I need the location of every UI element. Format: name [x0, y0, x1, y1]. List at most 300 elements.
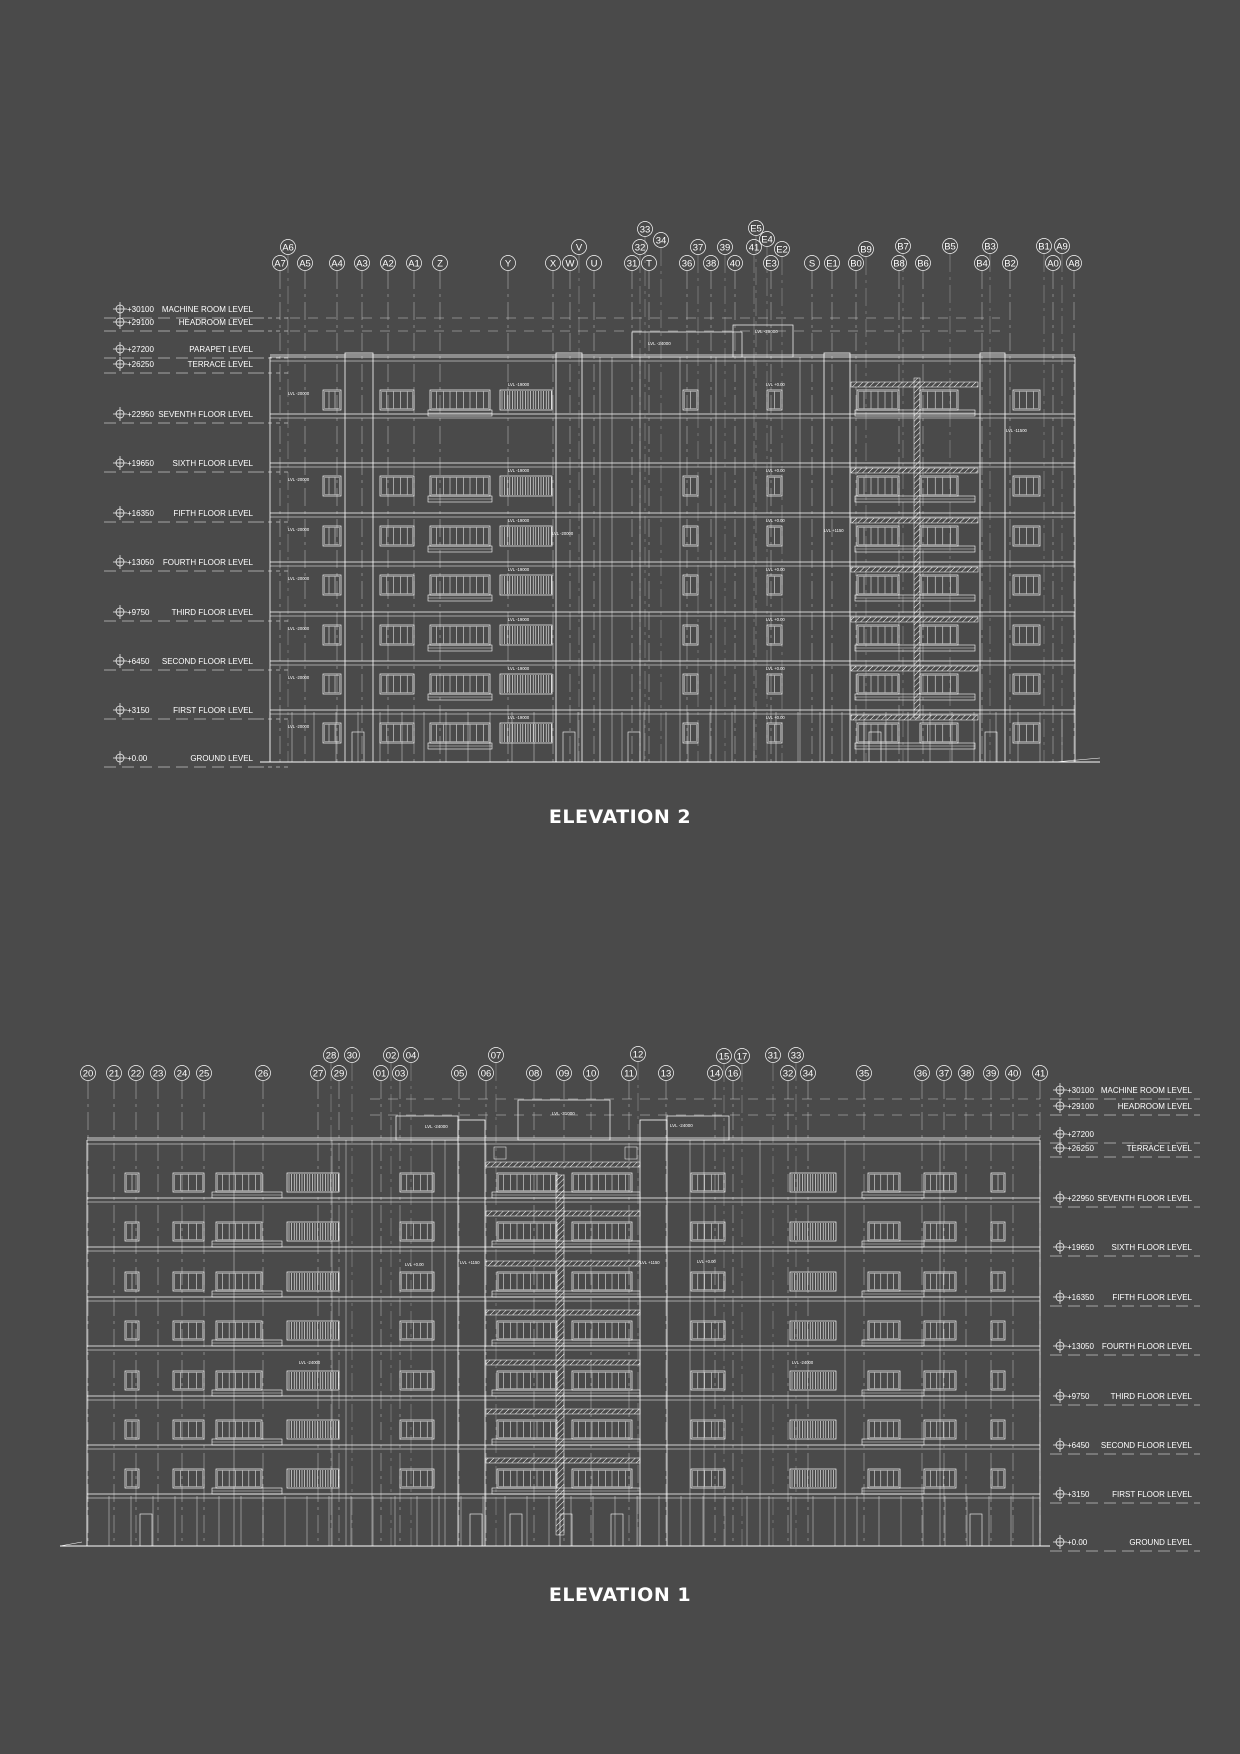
- balcony-rail: [862, 1291, 924, 1297]
- grid-bubble: [1046, 256, 1061, 271]
- balcony-rail: [492, 1390, 640, 1396]
- window-frame: [430, 476, 490, 496]
- grid-bubble: [151, 1066, 166, 1081]
- window: [1013, 390, 1040, 410]
- grid-bubble: [355, 256, 370, 271]
- grid-bubble-label: B5: [944, 241, 956, 253]
- level-name: HEADROOM LEVEL: [1117, 1102, 1192, 1111]
- window: [683, 674, 698, 694]
- level-marker-icon: [1053, 1535, 1067, 1549]
- annotation: LVL -29000: [755, 329, 778, 334]
- grid-bubble: [805, 256, 820, 271]
- window-inner: [693, 1422, 724, 1438]
- grille-frame: [287, 1371, 339, 1390]
- level-value: +26250: [127, 360, 154, 369]
- window-inner: [693, 1224, 724, 1240]
- window: [497, 1222, 557, 1241]
- window-frame: [400, 1420, 434, 1439]
- level-name: PARAPET LEVEL: [189, 345, 253, 354]
- grid-bubble: [937, 1066, 952, 1081]
- window: [380, 476, 414, 496]
- window-inner: [693, 1323, 724, 1339]
- grid-bubble: [849, 256, 864, 271]
- window: [991, 1420, 1005, 1439]
- window: [497, 1173, 557, 1192]
- grid-bubble: [659, 1066, 674, 1081]
- grid-bubble-label: 37: [692, 242, 704, 254]
- grid-bubble: [718, 240, 733, 255]
- grid-bubble-label: B3: [984, 241, 996, 253]
- window: [173, 1173, 204, 1192]
- window-frame: [572, 1173, 632, 1192]
- window: [173, 1420, 204, 1439]
- louver-grille: [790, 1222, 836, 1241]
- line: [1055, 758, 1100, 762]
- grille-frame: [287, 1321, 339, 1340]
- window-frame: [430, 625, 490, 645]
- door: [985, 732, 997, 762]
- annotation: LVL -20000: [288, 675, 310, 680]
- grid-bubble-label: 30: [346, 1050, 358, 1062]
- balcony-rail: [212, 1291, 282, 1297]
- window-inner: [382, 478, 413, 495]
- window-frame: [920, 575, 958, 595]
- window: [173, 1469, 204, 1488]
- grid-bubble-label: 34: [655, 235, 667, 247]
- window-frame: [572, 1371, 632, 1390]
- window: [920, 575, 958, 595]
- window-inner: [382, 392, 413, 409]
- annotation: LVL -20000: [288, 527, 310, 532]
- grid-bubble-label: A9: [1056, 241, 1068, 253]
- window: [868, 1321, 900, 1340]
- grid-bubble-label: A8: [1068, 258, 1080, 270]
- grid-bubble: [704, 256, 719, 271]
- window: [1013, 476, 1040, 496]
- level-marker-icon: [1053, 1191, 1067, 1205]
- elevation-1-title: ELEVATION 1: [548, 1584, 692, 1606]
- window-inner: [574, 1373, 631, 1389]
- balcony-rail: [212, 1340, 282, 1346]
- grid-bubble: [983, 239, 998, 254]
- window: [430, 674, 490, 694]
- window: [216, 1420, 262, 1439]
- window: [691, 1173, 725, 1192]
- grid-bubble: [691, 240, 706, 255]
- grille-frame: [287, 1173, 339, 1192]
- louver-grille: [287, 1272, 339, 1291]
- window-frame: [868, 1371, 900, 1390]
- level-marker-icon: [1053, 1083, 1067, 1097]
- window: [1013, 723, 1040, 743]
- grid-bubble-label: 39: [985, 1068, 997, 1080]
- level-name: THIRD FLOOR LEVEL: [1110, 1392, 1192, 1401]
- grid-bubble: [384, 1048, 399, 1063]
- grid-bubble-label: 32: [634, 242, 646, 254]
- grid-bubble-label: 25: [198, 1068, 210, 1080]
- grid-bubble: [1003, 256, 1018, 271]
- window-inner: [922, 577, 957, 594]
- window-frame: [691, 1272, 725, 1291]
- level-marker-icon: [113, 302, 127, 316]
- window: [691, 1371, 725, 1390]
- balcony-rail: [212, 1241, 282, 1247]
- grid-bubble-label: 03: [394, 1068, 406, 1080]
- grid-bubble-label: A6: [282, 242, 294, 254]
- louver-grille: [790, 1420, 836, 1439]
- window-frame: [497, 1173, 557, 1192]
- level-name: TERRACE LEVEL: [187, 360, 253, 369]
- grid-bubble: [825, 256, 840, 271]
- window-inner: [574, 1471, 631, 1487]
- window-inner: [218, 1323, 261, 1339]
- window-inner: [499, 1274, 556, 1290]
- grid-bubble: [256, 1066, 271, 1081]
- door: [140, 1514, 152, 1546]
- window-inner: [574, 1224, 631, 1240]
- grid-bubble: [642, 256, 657, 271]
- window-inner: [870, 1471, 899, 1487]
- window-inner: [325, 528, 340, 545]
- level-name: MACHINE ROOM LEVEL: [161, 305, 253, 314]
- window-inner: [870, 1373, 899, 1389]
- grid-bubble-label: 08: [528, 1068, 540, 1080]
- level-value: +19650: [1067, 1243, 1094, 1252]
- grid-bubble: [625, 256, 640, 271]
- level-marker-icon: [1053, 1389, 1067, 1403]
- window-inner: [325, 725, 340, 742]
- balcony-rail: [492, 1241, 640, 1247]
- grid-bubble: [916, 256, 931, 271]
- door: [970, 1514, 982, 1546]
- annotation: LVL +0.00: [766, 617, 785, 622]
- balcony-rail: [428, 410, 492, 416]
- grid-bubble: [622, 1066, 637, 1081]
- window: [497, 1371, 557, 1390]
- grid-bubble: [1037, 239, 1052, 254]
- window: [572, 1469, 632, 1488]
- window-frame: [691, 1321, 725, 1340]
- level-marker-icon: [1053, 1099, 1067, 1113]
- window-frame: [400, 1173, 434, 1192]
- balcony-rail: [492, 1488, 640, 1494]
- balcony-rail: [428, 694, 492, 700]
- window-frame: [572, 1222, 632, 1241]
- grid-bubble: [859, 242, 874, 257]
- window: [991, 1321, 1005, 1340]
- door: [563, 732, 575, 762]
- annotation: LVL +1150: [460, 1260, 480, 1265]
- level-value: +16350: [1067, 1293, 1094, 1302]
- annotation: LVL -19000: [508, 715, 530, 720]
- window-frame: [323, 674, 341, 694]
- grid-bubble: [107, 1066, 122, 1081]
- window-frame: [572, 1272, 632, 1291]
- window: [1013, 625, 1040, 645]
- grid-bubble-label: 26: [257, 1068, 269, 1080]
- window: [857, 575, 899, 595]
- grid-bubble-label: Z: [437, 258, 443, 270]
- hatched-balcony: [486, 1162, 640, 1167]
- door: [510, 1514, 522, 1546]
- level-name: MACHINE ROOM LEVEL: [1100, 1086, 1192, 1095]
- grid-bubble-label: B9: [860, 244, 872, 256]
- level-marker-icon: [1053, 1290, 1067, 1304]
- window: [1013, 575, 1040, 595]
- window-frame: [691, 1173, 725, 1192]
- grid-bubble: [332, 1066, 347, 1081]
- level-name: SECOND FLOOR LEVEL: [1100, 1441, 1192, 1450]
- level-marker-icon: [113, 315, 127, 329]
- window-frame: [400, 1371, 434, 1390]
- louver-grille: [287, 1469, 339, 1488]
- level-name: SEVENTH FLOOR LEVEL: [1097, 1194, 1192, 1203]
- level-name: FIFTH FLOOR LEVEL: [173, 509, 253, 518]
- window-frame: [920, 674, 958, 694]
- window-inner: [325, 392, 340, 409]
- window-frame: [430, 575, 490, 595]
- window-inner: [870, 1323, 899, 1339]
- grid-bubble-label: 01: [375, 1068, 387, 1080]
- balcony-rail: [428, 595, 492, 601]
- window-frame: [868, 1321, 900, 1340]
- grid-bubble: [330, 256, 345, 271]
- grid-bubble: [735, 1049, 750, 1064]
- annotation: LVL -20000: [288, 576, 310, 581]
- window: [683, 390, 698, 410]
- annotation: LVL +0.00: [405, 1262, 424, 1267]
- level-value: +3150: [127, 706, 150, 715]
- window-inner: [382, 577, 413, 594]
- grid-bubble: [801, 1066, 816, 1081]
- grid-bubble-label: 40: [729, 258, 741, 270]
- balcony-rail: [492, 1291, 640, 1297]
- louver-grille: [287, 1173, 339, 1192]
- grid-bubble-label: 24: [176, 1068, 188, 1080]
- grid-bubble: [572, 240, 587, 255]
- window: [683, 575, 698, 595]
- grid-bubble-label: B7: [897, 241, 909, 253]
- balcony-rail: [492, 1340, 640, 1346]
- level-value: +6450: [127, 657, 150, 666]
- window: [380, 723, 414, 743]
- window: [216, 1272, 262, 1291]
- annotation: LVL -19000: [508, 468, 530, 473]
- window-frame: [216, 1420, 262, 1439]
- level-marker-icon: [113, 555, 127, 569]
- window: [125, 1321, 139, 1340]
- grid-bubble-label: 40: [1007, 1068, 1019, 1080]
- window: [691, 1272, 725, 1291]
- window-inner: [870, 1224, 899, 1240]
- hatched-column: [914, 378, 920, 718]
- window: [920, 625, 958, 645]
- grid-bubble: [1033, 1066, 1048, 1081]
- window: [572, 1371, 632, 1390]
- grid-bubble-label: 32: [782, 1068, 794, 1080]
- window-inner: [382, 676, 413, 693]
- level-marker-icon: [113, 703, 127, 717]
- window: [430, 526, 490, 546]
- window: [572, 1321, 632, 1340]
- window: [991, 1222, 1005, 1241]
- window: [400, 1272, 434, 1291]
- level-value: +27200: [1067, 1130, 1094, 1139]
- level-value: +30100: [127, 305, 154, 314]
- grid-bubble-label: 37: [938, 1068, 950, 1080]
- balcony-rail: [862, 1390, 924, 1396]
- elevation-2: [104, 221, 1100, 768]
- annotation: LVL -20000: [288, 477, 310, 482]
- window-frame: [400, 1469, 434, 1488]
- window-inner: [218, 1471, 261, 1487]
- balcony-rail: [428, 743, 492, 749]
- window: [323, 625, 341, 645]
- window-inner: [693, 1175, 724, 1191]
- louver-grille: [287, 1222, 339, 1241]
- window-frame: [868, 1222, 900, 1241]
- window-inner: [574, 1274, 631, 1290]
- grid-bubble: [197, 1066, 212, 1081]
- level-value: +6450: [1067, 1441, 1090, 1450]
- grid-bubble-label: 39: [719, 242, 731, 254]
- door: [470, 1514, 482, 1546]
- window: [125, 1222, 139, 1241]
- window: [920, 723, 958, 743]
- window: [691, 1420, 725, 1439]
- window: [767, 625, 782, 645]
- window: [868, 1272, 900, 1291]
- level-marker-icon: [1053, 1438, 1067, 1452]
- window-frame: [572, 1420, 632, 1439]
- window: [920, 476, 958, 496]
- level-name: SECOND FLOOR LEVEL: [161, 657, 253, 666]
- window: [857, 674, 899, 694]
- window-frame: [400, 1222, 434, 1241]
- window-frame: [920, 526, 958, 546]
- window-frame: [572, 1469, 632, 1488]
- machine-room: [667, 1116, 729, 1140]
- grid-bubble-label: B1: [1038, 241, 1050, 253]
- balcony-rail: [862, 1241, 924, 1247]
- grid-bubble-label: 35: [858, 1068, 870, 1080]
- grid-bubble-label: 04: [405, 1050, 417, 1062]
- level-name: SIXTH FLOOR LEVEL: [1111, 1243, 1192, 1252]
- window-frame: [380, 526, 414, 546]
- grid-bubble-label: 16: [727, 1068, 739, 1080]
- level-value: +13050: [1067, 1342, 1094, 1351]
- window: [572, 1272, 632, 1291]
- grid-bubble-label: A3: [356, 258, 368, 270]
- grid-bubble-label: 41: [748, 242, 760, 254]
- louver-grille: [790, 1173, 836, 1192]
- grid-bubble: [452, 1066, 467, 1081]
- grid-bubble: [393, 1066, 408, 1081]
- level-name: GROUND LEVEL: [190, 754, 253, 763]
- annotation: LVL -19000: [508, 518, 530, 523]
- balcony-rail: [428, 546, 492, 552]
- grid-bubble: [1055, 239, 1070, 254]
- window-inner: [218, 1373, 261, 1389]
- balcony-rail: [428, 496, 492, 502]
- grid-bubble: [298, 256, 313, 271]
- grid-bubble-label: A1: [408, 258, 420, 270]
- annotation: LVL +1150: [824, 528, 844, 533]
- window-inner: [402, 1224, 433, 1240]
- grid-bubble-label: 06: [480, 1068, 492, 1080]
- level-value: +22950: [1067, 1194, 1094, 1203]
- window-inner: [402, 1373, 433, 1389]
- window: [868, 1173, 900, 1192]
- grid-bubble: [728, 256, 743, 271]
- balcony-rail: [212, 1192, 282, 1198]
- level-value: +30100: [1067, 1086, 1094, 1095]
- grid-bubble: [984, 1066, 999, 1081]
- hatched-column: [556, 1175, 564, 1535]
- annotation: LVL -20000: [288, 391, 310, 396]
- level-name: GROUND LEVEL: [1129, 1538, 1192, 1547]
- window-inner: [499, 1373, 556, 1389]
- annotation: LVL -20000: [552, 531, 574, 536]
- window-frame: [430, 723, 490, 743]
- grid-bubble: [764, 256, 779, 271]
- window-frame: [400, 1321, 434, 1340]
- stair-tower: [640, 1120, 667, 1546]
- window: [216, 1371, 262, 1390]
- grid-bubble-label: 02: [385, 1050, 397, 1062]
- grid-bubble-label: E5: [750, 223, 762, 235]
- grid-bubble-label: A5: [299, 258, 311, 270]
- window: [125, 1371, 139, 1390]
- window: [323, 723, 341, 743]
- window-inner: [499, 1224, 556, 1240]
- window-frame: [400, 1272, 434, 1291]
- grid-bubble: [717, 1049, 732, 1064]
- window-frame: [216, 1173, 262, 1192]
- grid-bubble: [975, 256, 990, 271]
- window-inner: [574, 1175, 631, 1191]
- window: [380, 526, 414, 546]
- annotation: LVL -24000: [299, 1360, 321, 1365]
- level-name: FIRST FLOOR LEVEL: [173, 706, 253, 715]
- window-inner: [499, 1323, 556, 1339]
- grid-bubble: [654, 233, 669, 248]
- grid-bubble: [324, 1048, 339, 1063]
- grid-bubble: [781, 1066, 796, 1081]
- grid-bubble: [943, 239, 958, 254]
- grid-bubble-label: E3: [765, 258, 777, 270]
- grid-bubble-label: T: [646, 258, 652, 270]
- level-value: +26250: [1067, 1144, 1094, 1153]
- window: [430, 625, 490, 645]
- window-frame: [691, 1222, 725, 1241]
- grille-frame: [287, 1420, 339, 1439]
- window: [683, 625, 698, 645]
- window-frame: [430, 674, 490, 694]
- annotation: LVL -24000: [670, 1123, 693, 1128]
- window: [991, 1272, 1005, 1291]
- window: [572, 1173, 632, 1192]
- window-frame: [497, 1420, 557, 1439]
- level-name: SIXTH FLOOR LEVEL: [172, 459, 253, 468]
- level-marker-icon: [1053, 1487, 1067, 1501]
- window-frame: [216, 1272, 262, 1291]
- grid-bubble: [896, 239, 911, 254]
- window: [216, 1321, 262, 1340]
- grid-bubble: [708, 1066, 723, 1081]
- window: [920, 390, 958, 410]
- window: [767, 526, 782, 546]
